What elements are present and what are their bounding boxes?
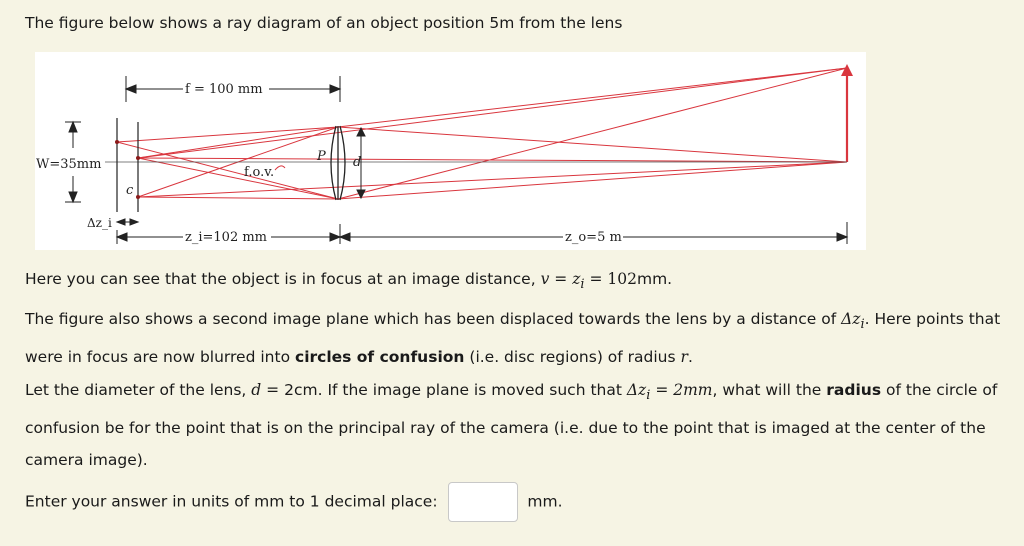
intro-text: The figure below shows a ray diagram of an object position 5m from the lens — [25, 14, 623, 32]
p3-text4: of the circle of confusion be for the point that is on the principal ray of the camera (i.e. due to the point that is imaged at the center of the camera image). — [25, 381, 998, 470]
c-label: c — [126, 183, 134, 198]
math-z: z — [572, 270, 581, 288]
value-2cm: 2cm — [284, 381, 318, 399]
p3-text3: , what will the — [712, 381, 822, 399]
lens — [331, 126, 345, 200]
d-label: d — [353, 155, 362, 170]
fov-label: f.o.v. — [244, 165, 275, 180]
bold-radius: radius — [826, 381, 882, 399]
math-delta-z: Δz — [626, 381, 647, 399]
p2-text1: The figure also shows a second image plane which has been displaced towards the lens by a distance of — [25, 310, 837, 328]
object-arrow — [841, 64, 853, 162]
paragraph-answer — [25, 482, 1004, 522]
object-height-label: W=35mm — [36, 157, 102, 172]
zi-label: z_i=102 mm — [185, 230, 267, 245]
math-eq: = — [266, 381, 280, 399]
answer-input[interactable] — [448, 482, 518, 522]
paragraph-second-plane — [25, 303, 1004, 373]
math-sub-i: i — [646, 388, 651, 404]
math-delta-z: Δz — [841, 310, 861, 328]
math-sub-i: i — [860, 317, 865, 333]
paragraph-focus — [25, 263, 1004, 301]
p3-text2: . If the image plane is moved such that — [317, 381, 622, 399]
paragraph-question — [25, 374, 1004, 476]
p2-text2: . Here points that were in focus are now blurred into — [25, 310, 1001, 367]
p2-text4: . — [687, 348, 693, 367]
unit-mm: mm. — [636, 270, 673, 288]
bold-circles-of-confusion: circles of confusion — [295, 348, 465, 367]
ray-diagram — [35, 52, 866, 250]
math-eq: = — [554, 270, 568, 288]
answer-prompt: Enter your answer in units of mm to 1 decimal place: — [25, 492, 438, 511]
p-label: P — [317, 149, 326, 164]
math-r: r — [680, 348, 688, 367]
p2-text3: (i.e. disc regions) of radius — [469, 348, 676, 367]
math-d: d — [251, 381, 262, 399]
zo-label: z_o=5 m — [565, 230, 622, 245]
answer-unit: mm. — [527, 492, 563, 511]
p1-text: Here you can see that the object is in focus at an image distance, — [25, 270, 536, 288]
math-eq2: = — [655, 381, 669, 399]
math-v: v — [540, 270, 550, 288]
delta-zi-label: Δz_i — [87, 216, 112, 230]
value-102: 102 — [607, 270, 637, 288]
focal-length-label: f = 100 mm — [185, 82, 263, 97]
p3-text1: Let the diameter of the lens, — [25, 381, 247, 399]
math-sub-i: i — [580, 277, 585, 293]
math-2mm: 2mm — [673, 381, 713, 399]
math-eq2: = — [589, 270, 603, 288]
